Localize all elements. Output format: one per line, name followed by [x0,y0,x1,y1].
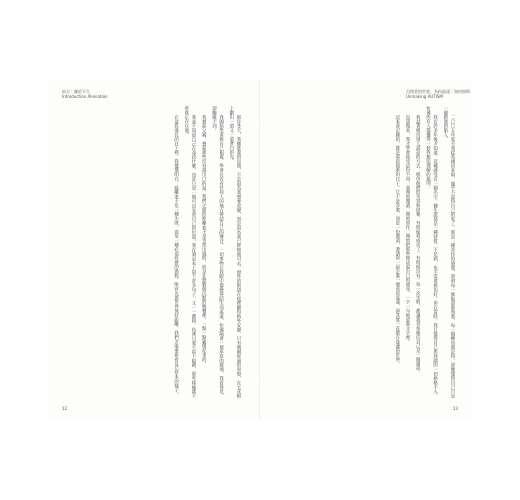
running-header-right [406,89,470,99]
paragraph: 那年冬天，我搬進我的房間，不是因為我想要改變，而是因為我已經無處可去。窗外的街道在夜裡顯得格外安靜，只有偶爾經過的車燈，在天花板上劃出一道又一道蒼白的光。 [228,106,241,398]
left-page [48,80,260,420]
body-text-left [64,106,242,398]
running-header-left [62,89,108,99]
paragraph: 我在許多年後才知道，這種感受有一個名字。醫生說那是一種特質，不是病，也不需要被治好。但在當時，我只覺得自己與周圍的一切格格不入，彷彿所有人都懂得一套我無法理解的規則。 [425,106,438,398]
header-title-left: 前言｜關於不久 [62,89,90,94]
paragraph: 我試著模仿別人說話的方式，模仿他們的笑容與停頓。有時候我成功了，有時候沒有。每一次失敗，都讓我更加確信自己是一個錯誤。 [415,114,421,375]
book-spread [48,80,472,420]
paragraph: 我想起父親，想起那些沒有說出口的話。我們之間的距離並不是突然出現的，而是在無數個沉默的晚餐裡，一點一點累積起來的。 [201,114,207,366]
header-subtitle-right: Unmaking AUTISM [406,94,443,99]
paragraph: 在這段漫長的日子裡，我慢慢明白，疏離並不是一種失敗，而是一種必須經歷的過程。唯有先與世界保持距離，我們才能重新看見它原本的樣子。 [173,114,179,397]
header-subtitle-left: Introduction Alienation [62,94,108,99]
body-text-right [278,106,456,398]
paragraph: 我開始學著與自己相處，學著在沒有任何人的地方辨認自己的聲音。一切事物在我眼中都變得陌生而遙遠，彷彿隔著一層厚厚的玻璃，我看得見，卻觸碰不到。 [211,106,224,398]
header-title-right: 自閉者的世界，為何遙遠｜如何如斯 [406,89,470,94]
paragraph: 這本書記錄的，就是那段摸索的日子。它不是答案，而是一份邀請，邀請你一起走進一個看似遙遠、卻其實一直都在身邊的世界。 [394,114,400,366]
paragraph: 我並不知道自己在尋找什麼，也許只是一個可以安放自己的位置。我在筆記本上寫下許多句子，又一一劃掉，彷彿只要不留下痕跡，那些疼痛就不曾真正存在過。 [183,106,196,398]
page-number-left: 12 [62,406,68,411]
page-number-right: 13 [452,406,458,411]
right-page [260,80,472,420]
paragraph: 二〇〇五年夏天我從英國回來時，幾乎不認得自己的家了。那是一種奇怪的感覺，明明每一條街道都熟悉，每一個轉角都記得，卻總覺得自己只是一個路過的旅人。 [442,106,455,398]
paragraph: 直到後來，我才學會接受這份不同。我開始閱讀，開始寫作，開始把那些無法說出口的感受，一字一句地放進文字裡。 [404,114,410,344]
